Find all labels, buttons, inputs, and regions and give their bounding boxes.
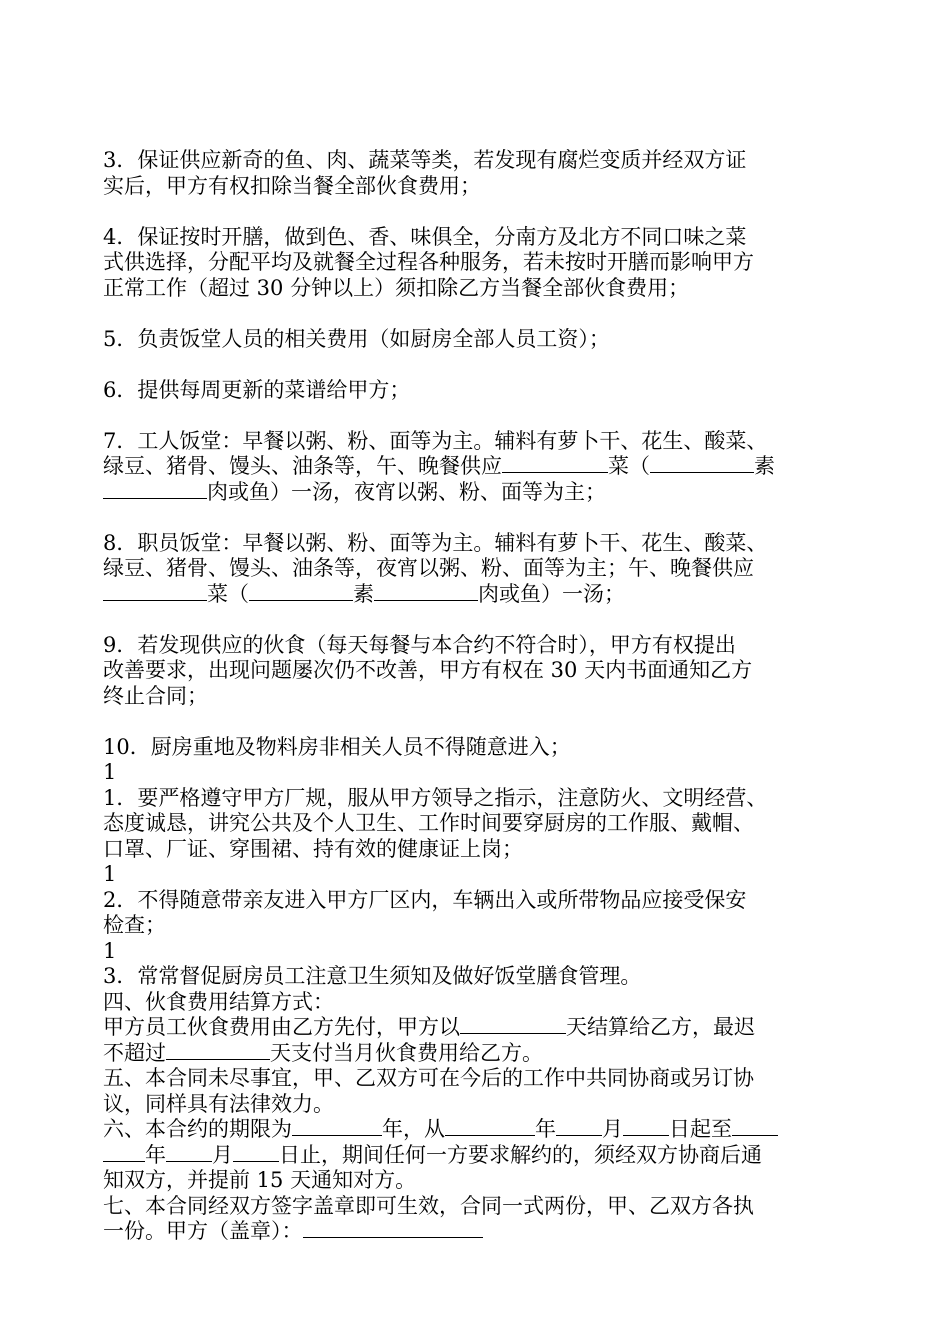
fill-blank	[732, 1117, 778, 1136]
fill-blank	[556, 1117, 602, 1136]
clause-5: 5．负责饭堂人员的相关费用（如厨房全部人员工资）；	[103, 326, 610, 351]
fill-blank	[445, 1117, 535, 1136]
rule-2	[103, 888, 863, 939]
text-line	[103, 582, 863, 608]
text-line: 议，同样具有法律效力。	[103, 1091, 334, 1116]
fill-blank	[292, 1117, 382, 1136]
text-fragment: 素	[353, 581, 374, 606]
section-7	[103, 1194, 863, 1245]
page-mark: 1	[103, 938, 117, 963]
text-line: 检查；	[103, 913, 166, 937]
text-fragment: 月	[602, 1117, 623, 1141]
text-line: 终止合同；	[103, 683, 208, 708]
text-line	[103, 1015, 863, 1041]
section-6	[103, 1117, 863, 1194]
text-fragment: 月	[212, 1142, 233, 1167]
fill-blank	[374, 582, 478, 601]
fill-blank	[623, 1117, 669, 1136]
text-line: 8．职员饭堂：早餐以粥、粉、面等为主。辅料有萝卜干、花生、酸菜、	[103, 530, 768, 555]
clause-7	[103, 429, 863, 506]
text-fragment: 日止，期间任何一方要求解约的，须经双方协商后通	[279, 1142, 762, 1167]
text-line: 绿豆、猪骨、馒头、油条等，夜宵以粥、粉、面等为主；午、晚餐供应	[103, 556, 754, 580]
rule-1	[103, 786, 863, 863]
text-line: 4．保证按时开膳，做到色、香、味俱全，分南方及北方不同口味之菜	[103, 224, 747, 249]
clause-6: 6．提供每周更新的菜谱给甲方；	[103, 377, 411, 402]
text-line: 正常工作（超过 30 分钟以上）须扣除乙方当餐全部伙食费用；	[103, 275, 690, 300]
text-line: 2．不得随意带亲友进入甲方厂区内，车辆出入或所带物品应接受保安	[103, 887, 747, 912]
text-fragment: 六、本合约的期限为	[103, 1117, 292, 1141]
fill-blank	[166, 1041, 270, 1060]
fill-blank	[460, 1015, 566, 1034]
fill-blank	[233, 1143, 279, 1162]
contract-page	[103, 148, 863, 1245]
text-line: 知双方，并提前 15 天通知对方。	[103, 1168, 417, 1192]
text-line	[103, 1143, 863, 1169]
clause-9	[103, 633, 863, 710]
clause-10: 10．厨房重地及物料房非相关人员不得随意进入；	[103, 734, 571, 759]
text-line: 9．若发现供应的伙食（每天每餐与本合约不符合时），甲方有权提出	[103, 632, 736, 657]
text-line	[103, 1041, 863, 1067]
text-line	[103, 1117, 863, 1143]
text-fragment: 年	[145, 1142, 166, 1167]
signature-blank	[303, 1219, 483, 1238]
section-5	[103, 1066, 863, 1117]
text-line	[103, 1219, 863, 1245]
text-fragment: 甲方员工伙食费用由乙方先付，甲方以	[103, 1015, 460, 1039]
text-line	[103, 454, 863, 480]
text-line: 口罩、厂证、穿围裙、持有效的健康证上岗；	[103, 836, 523, 861]
text-line	[103, 480, 863, 506]
text-fragment: 菜（	[608, 454, 650, 478]
fill-blank	[166, 1143, 212, 1162]
text-line: 7．工人饭堂：早餐以粥、粉、面等为主。辅料有萝卜干、花生、酸菜、	[103, 428, 768, 453]
fill-blank	[103, 480, 207, 499]
fill-blank	[502, 454, 608, 473]
text-fragment: 年	[535, 1117, 556, 1141]
rule-3: 3．常常督促厨房员工注意卫生须知及做好饭堂膳食管理。	[103, 964, 642, 988]
clause-4	[103, 225, 863, 302]
fill-blank	[249, 582, 353, 601]
text-fragment: 菜（	[207, 581, 249, 606]
text-line: 五、本合同未尽事宜，甲、乙双方可在今后的工作中共同协商或另订协	[103, 1066, 754, 1090]
page-mark: 1	[103, 862, 117, 886]
text-line: 1．要严格遵守甲方厂规，服从甲方领导之指示，注意防火、文明经营、	[103, 785, 768, 810]
text-fragment: 肉或鱼）一汤；	[478, 581, 625, 606]
text-fragment: 天结算给乙方，最迟	[566, 1015, 755, 1039]
clause-8	[103, 531, 863, 608]
text-fragment: 肉或鱼）一汤，夜宵以粥、粉、面等为主；	[207, 479, 606, 504]
section-title: 四、伙食费用结算方式：	[103, 989, 334, 1014]
text-line: 3．保证供应新奇的鱼、肉、蔬菜等类，若发现有腐烂变质并经双方证	[103, 148, 747, 172]
fill-blank	[103, 1143, 145, 1162]
page-mark: 1	[103, 760, 117, 784]
clause-3	[103, 148, 863, 199]
text-fragment: 绿豆、猪骨、馒头、油条等，午、晚餐供应	[103, 454, 502, 478]
text-fragment: 不超过	[103, 1040, 166, 1065]
fill-blank	[650, 454, 754, 473]
text-fragment: 素	[754, 454, 775, 478]
text-fragment: 天支付当月伙食费用给乙方。	[270, 1040, 543, 1065]
text-line: 七、本合同经双方签字盖章即可生效，合同一式两份，甲、乙双方各执	[103, 1193, 754, 1218]
text-line: 式供选择，分配平均及就餐全过程各种服务，若未按时开膳而影响甲方	[103, 250, 754, 274]
text-line: 实后，甲方有权扣除当餐全部伙食费用；	[103, 173, 481, 198]
text-fragment: 年，从	[382, 1117, 445, 1141]
text-fragment: 一份。甲方（盖章）：	[103, 1219, 303, 1243]
text-fragment: 日起至	[669, 1117, 732, 1141]
text-line: 改善要求，出现问题屡次仍不改善，甲方有权在 30 天内书面通知乙方	[103, 658, 753, 682]
fill-blank	[103, 582, 207, 601]
section-4	[103, 990, 863, 1067]
text-line: 态度诚恳，讲究公共及个人卫生、工作时间要穿厨房的工作服、戴帽、	[103, 811, 754, 835]
